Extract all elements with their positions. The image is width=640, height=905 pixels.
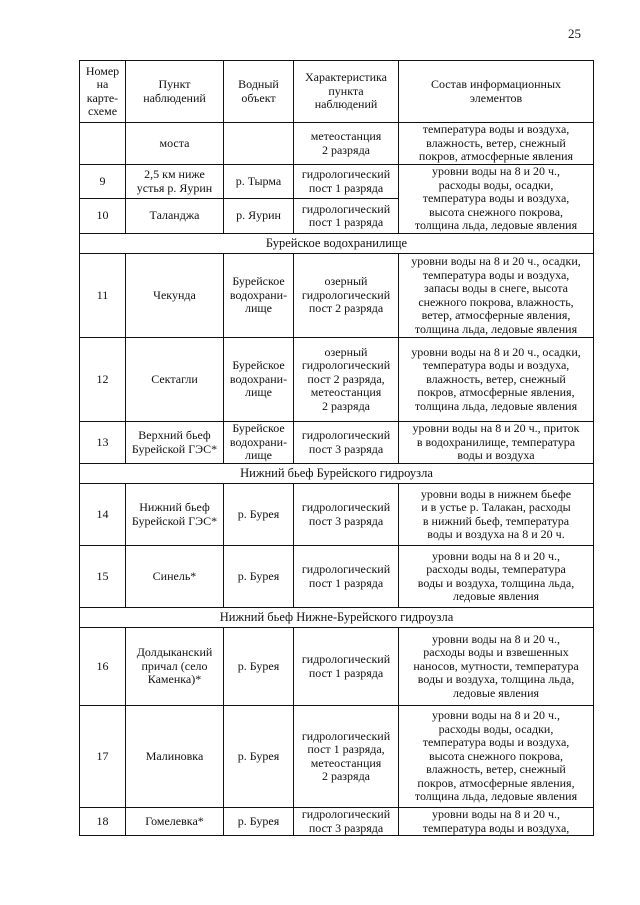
header-observation-point: Пункт наблюдений	[126, 61, 224, 123]
observation-points-table	[79, 60, 594, 836]
table-row	[80, 808, 594, 836]
water-object-cell: р. Бурея	[224, 484, 294, 546]
map-number-cell: 14	[80, 484, 126, 546]
table-row	[80, 546, 594, 608]
water-object-cell: Бурейское водохрани- лище	[224, 254, 294, 338]
map-number-cell: 10	[80, 199, 126, 234]
water-object-cell: р. Бурея	[224, 706, 294, 808]
water-object-cell: Бурейское водохрани- лище	[224, 338, 294, 422]
map-number-cell: 16	[80, 628, 126, 706]
table-row	[80, 484, 594, 546]
characteristic-cell: гидрологический пост 1 разряда	[294, 165, 399, 199]
section-title: Нижний бьеф Бурейского гидроузла	[80, 464, 594, 484]
characteristic-cell: гидрологический пост 1 разряда	[294, 628, 399, 706]
table-row	[80, 123, 594, 165]
section-row	[80, 464, 594, 484]
characteristic-cell: озерный гидрологический пост 2 разряда, метеостанция 2 разряда	[294, 338, 399, 422]
header-point-characteristic: Характеристика пункта наблюдений	[294, 61, 399, 123]
observation-point-cell: Таланджа	[126, 199, 224, 234]
section-title: Бурейское водохранилище	[80, 234, 594, 254]
header-map-number: Номер на карте- схеме	[80, 61, 126, 123]
characteristic-cell: гидрологический пост 1 разряда	[294, 199, 399, 234]
info-elements-cell: температура воды и воздуха, влажность, ветер, снежный покров, атмосферные явления	[399, 123, 594, 165]
observation-point-cell: Малиновка	[126, 706, 224, 808]
section-row	[80, 608, 594, 628]
water-object-cell	[224, 123, 294, 165]
info-elements-cell: уровни воды в нижнем бьефе и в устье р. Талакан, расходы в нижний бьеф, температура воды и воздуха на 8 и 20 ч.	[399, 484, 594, 546]
characteristic-cell: гидрологический пост 3 разряда	[294, 484, 399, 546]
observation-point-cell: Долдыканский причал (село Каменка)*	[126, 628, 224, 706]
page-number: 25	[568, 26, 581, 41]
header-water-object: Водный объект	[224, 61, 294, 123]
characteristic-cell: гидрологический пост 3 разряда	[294, 422, 399, 464]
table-row	[80, 422, 594, 464]
observation-point-cell: Чекунда	[126, 254, 224, 338]
observation-point-cell: Гомелевка*	[126, 808, 224, 836]
header-info-elements: Состав информационных элементов	[399, 61, 594, 123]
map-number-cell: 9	[80, 165, 126, 199]
map-number-cell: 12	[80, 338, 126, 422]
info-elements-cell: уровни воды на 8 и 20 ч., расходы воды, осадки, температура воды и воздуха, высота снежного покрова, толщина льда, ледовые явления	[399, 165, 594, 234]
characteristic-cell: озерный гидрологический пост 2 разряда	[294, 254, 399, 338]
characteristic-cell: метеостанция 2 разряда	[294, 123, 399, 165]
map-number-cell: 18	[80, 808, 126, 836]
characteristic-cell: гидрологический пост 1 разряда, метеостанция 2 разряда	[294, 706, 399, 808]
info-elements-cell: уровни воды на 8 и 20 ч., расходы воды и взвешенных наносов, мутности, температура воды и воздуха, толщина льда, ледовые явления	[399, 628, 594, 706]
observation-point-cell: Нижний бьеф Бурейской ГЭС*	[126, 484, 224, 546]
map-number-cell: 17	[80, 706, 126, 808]
map-number-cell: 11	[80, 254, 126, 338]
observation-point-cell: 2,5 км ниже устья р. Яурин	[126, 165, 224, 199]
info-elements-cell: уровни воды на 8 и 20 ч., осадки, температура воды и воздуха, запасы воды в снеге, высота снежного покрова, влажность, ветер, атмосферные явления, толщина льда, ледовые явления	[399, 254, 594, 338]
table-header-row	[80, 61, 594, 123]
observation-point-cell: Сектагли	[126, 338, 224, 422]
info-elements-cell: уровни воды на 8 и 20 ч., расходы воды, осадки, температура воды и воздуха, высота снежного покрова, влажность, ветер, снежный покров, атмосферные явления, толщина льда, ледовые явления	[399, 706, 594, 808]
observation-point-cell: Синель*	[126, 546, 224, 608]
characteristic-cell: гидрологический пост 3 разряда	[294, 808, 399, 836]
table-row	[80, 338, 594, 422]
table-row	[80, 706, 594, 808]
map-number-cell: 15	[80, 546, 126, 608]
table-row	[80, 165, 594, 199]
info-elements-cell: уровни воды на 8 и 20 ч., приток в водохранилище, температура воды и воздуха	[399, 422, 594, 464]
map-number-cell: 13	[80, 422, 126, 464]
water-object-cell: р. Тырма	[224, 165, 294, 199]
table-row	[80, 254, 594, 338]
info-elements-cell: уровни воды на 8 и 20 ч., температура воды и воздуха,	[399, 808, 594, 836]
water-object-cell: Бурейское водохрани- лище	[224, 422, 294, 464]
water-object-cell: р. Бурея	[224, 628, 294, 706]
info-elements-cell: уровни воды на 8 и 20 ч., расходы воды, температура воды и воздуха, толщина льда, ледовые явления	[399, 546, 594, 608]
water-object-cell: р. Бурея	[224, 808, 294, 836]
characteristic-cell: гидрологический пост 1 разряда	[294, 546, 399, 608]
observation-point-cell: Верхний бьеф Бурейской ГЭС*	[126, 422, 224, 464]
map-number-cell	[80, 123, 126, 165]
table-row	[80, 628, 594, 706]
water-object-cell: р. Яурин	[224, 199, 294, 234]
observation-point-cell: моста	[126, 123, 224, 165]
section-title: Нижний бьеф Нижне-Бурейского гидроузла	[80, 608, 594, 628]
info-elements-cell: уровни воды на 8 и 20 ч., осадки, температура воды и воздуха, влажность, ветер, снежный покров, атмосферные явления, толщина льда, ледовые явления	[399, 338, 594, 422]
water-object-cell: р. Бурея	[224, 546, 294, 608]
section-row	[80, 234, 594, 254]
